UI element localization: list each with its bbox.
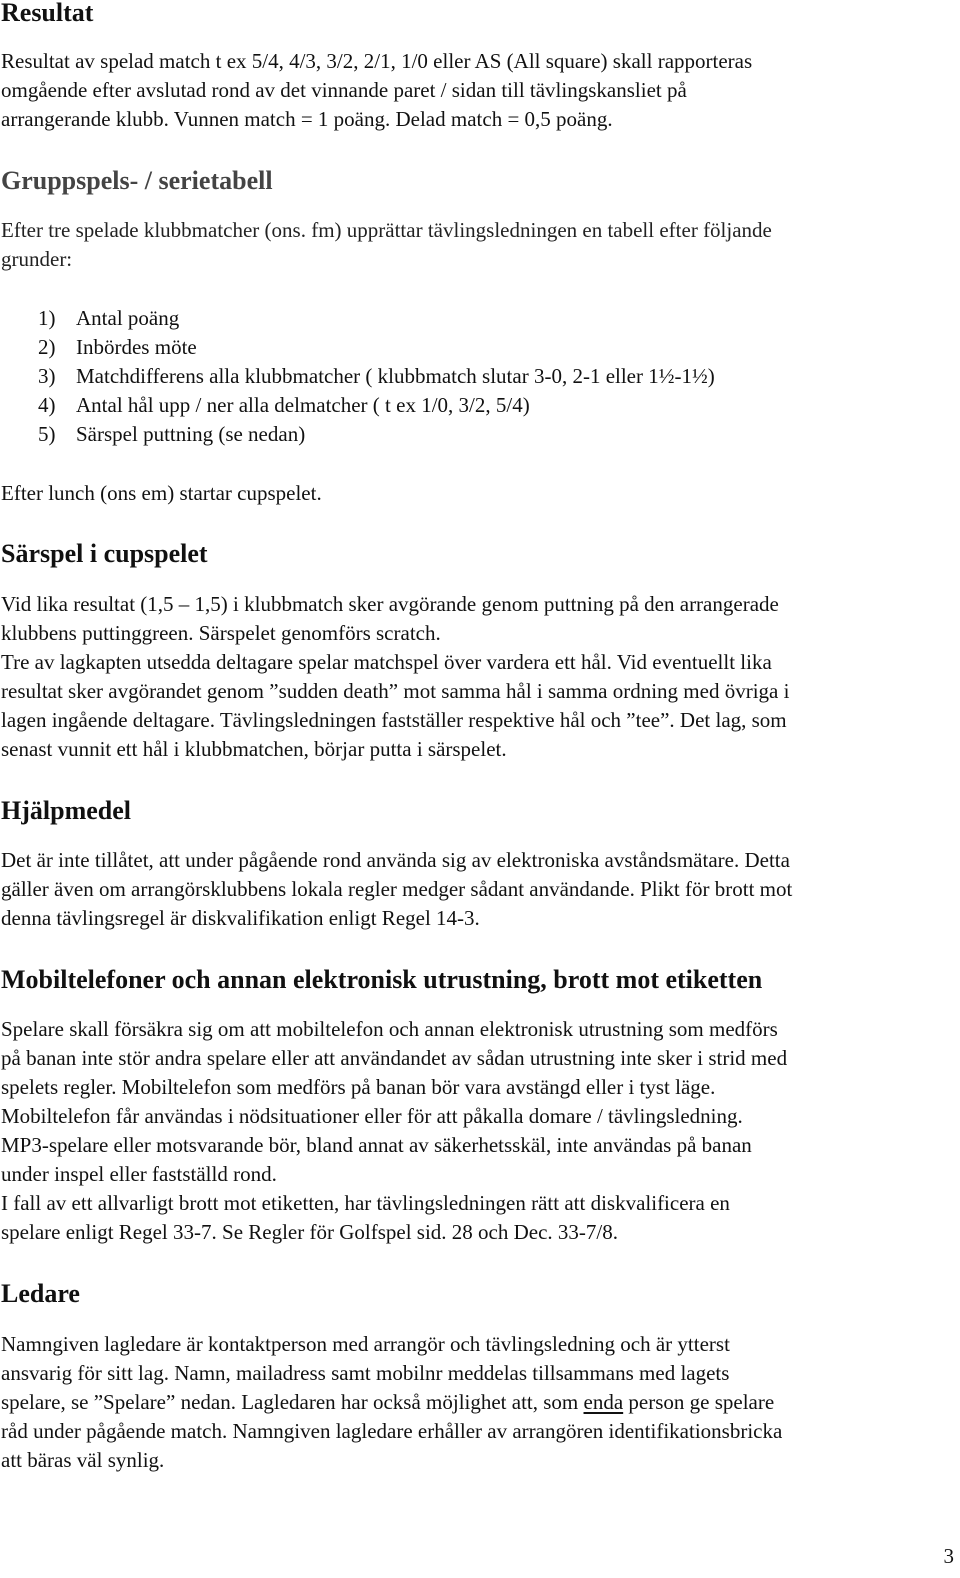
text-line: lagen ingående deltagare. Tävlingsledningen fastställer respektive hål och ”tee”. Det lag, som <box>1 708 787 732</box>
text-line: Spelare skall försäkra sig om att mobiltelefon och annan elektronisk utrustning som medförs <box>1 1017 778 1041</box>
text-line: omgående efter avslutad rond av det vinnande paret / sidan till tävlingskansliet på <box>1 78 687 102</box>
text-line: Mobiltelefon får användas i nödsituationer eller för att påkalla domare / tävlingsledning. <box>1 1104 743 1128</box>
text-line: resultat sker avgörandet genom ”sudden death” mot samma hål i samma ordning med övriga i <box>1 679 790 703</box>
list-item <box>38 304 715 333</box>
heading-ledare: Ledare <box>1 1279 80 1308</box>
text-line: att bäras väl synlig. <box>1 1448 165 1472</box>
list-item <box>38 391 715 420</box>
list-number: 1) <box>38 306 56 330</box>
list-number: 2) <box>38 335 56 359</box>
underlined-word: enda <box>583 1390 624 1414</box>
text-line: gäller även om arrangörsklubbens lokala regler medger sådant användande. Plikt för brott mot <box>1 877 793 901</box>
list-text: Särspel puttning (se nedan) <box>76 422 306 446</box>
text-segment: person ge spelare <box>623 1390 775 1414</box>
page-number: 3 <box>943 1544 954 1568</box>
heading-mobiltelefoner: Mobiltelefoner och annan elektronisk utrustning, brott mot etiketten <box>1 965 763 994</box>
text-line: Vid lika resultat (1,5 – 1,5) i klubbmatch sker avgörande genom puttning på den arrangerade <box>1 592 779 616</box>
text-line: spelare enligt Regel 33-7. Se Regler för Golfspel sid. 28 och Dec. 33-7/8. <box>1 1220 619 1244</box>
text-line: spelets regler. Mobiltelefon som medförs på banan bör vara avstängd eller i tyst läge. <box>1 1075 716 1099</box>
text-line: ansvarig för sitt lag. Namn, mailadress samt mobilnr meddelas tillsammans med lagets <box>1 1361 730 1385</box>
list-item <box>38 333 715 362</box>
text-line: på banan inte stör andra spelare eller att användandet av sådan utrustning inte sker i strid med <box>1 1046 788 1070</box>
list-text: Inbördes möte <box>76 335 197 359</box>
text-line: råd under pågående match. Namngiven lagledare erhåller av arrangören identifikationsbricka <box>1 1419 783 1443</box>
paragraph-sarspel <box>1 590 959 764</box>
text-line: Det är inte tillåtet, att under pågående rond använda sig av elektroniska avståndsmätare. Detta <box>1 848 790 872</box>
text-line <box>1 1388 959 1417</box>
text-line: grunder: <box>1 247 73 271</box>
text-line: Namngiven lagledare är kontaktperson med arrangör och tävlingsledning och är ytterst <box>1 1332 730 1356</box>
list-item <box>38 362 715 391</box>
heading-gruppspel: Gruppspels- / serietabell <box>1 166 273 195</box>
heading-resultat: Resultat <box>1 0 94 27</box>
paragraph-ledare <box>1 1330 959 1475</box>
paragraph-mobiltelefoner <box>1 1015 959 1247</box>
list-text: Matchdifferens alla klubbmatcher ( klubbmatch slutar 3-0, 2-1 eller 1½-1½) <box>76 364 715 388</box>
text-line: Resultat av spelad match t ex 5/4, 4/3, 3/2, 2/1, 1/0 eller AS (All square) skall rapporteras <box>1 49 753 73</box>
list-text: Antal hål upp / ner alla delmatcher ( t ex 1/0, 3/2, 5/4) <box>76 393 530 417</box>
text-line: arrangerande klubb. Vunnen match = 1 poäng. Delad match = 0,5 poäng. <box>1 107 613 131</box>
list-number: 5) <box>38 422 56 446</box>
paragraph-gruppspel-intro <box>1 216 959 274</box>
list-text: Antal poäng <box>76 306 180 330</box>
heading-sarspel: Särspel i cupspelet <box>1 539 208 568</box>
text-line: Tre av lagkapten utsedda deltagare spelar matchspel över vardera ett hål. Vid eventuellt lika <box>1 650 772 674</box>
criteria-list <box>38 304 715 449</box>
text-line: under inspel eller fastställd rond. <box>1 1162 277 1186</box>
list-number: 3) <box>38 364 56 388</box>
heading-hjalpmedel: Hjälpmedel <box>1 796 131 825</box>
paragraph-gruppspel-outro <box>1 479 959 508</box>
list-number: 4) <box>38 393 56 417</box>
text-line: senast vunnit ett hål i klubbmatchen, börjar putta i särspelet. <box>1 737 507 761</box>
paragraph-hjalpmedel <box>1 846 959 933</box>
text-segment: spelare, se ”Spelare” nedan. Lagledaren har också möjlighet att, som <box>1 1390 584 1414</box>
text-line: denna tävlingsregel är diskvalifikation enligt Regel 14-3. <box>1 906 480 930</box>
text-line: Efter tre spelade klubbmatcher (ons. fm) upprättar tävlingsledningen en tabell efter följande <box>1 218 772 242</box>
text-line: Efter lunch (ons em) startar cupspelet. <box>1 481 322 505</box>
text-line: MP3-spelare eller motsvarande bör, bland annat av säkerhetsskäl, inte användas på banan <box>1 1133 752 1157</box>
text-line: klubbens puttinggreen. Särspelet genomförs scratch. <box>1 621 441 645</box>
text-line: I fall av ett allvarligt brott mot etiketten, har tävlingsledningen rätt att diskvalificera en <box>1 1191 730 1215</box>
list-item <box>38 420 715 449</box>
paragraph-resultat <box>1 47 959 134</box>
